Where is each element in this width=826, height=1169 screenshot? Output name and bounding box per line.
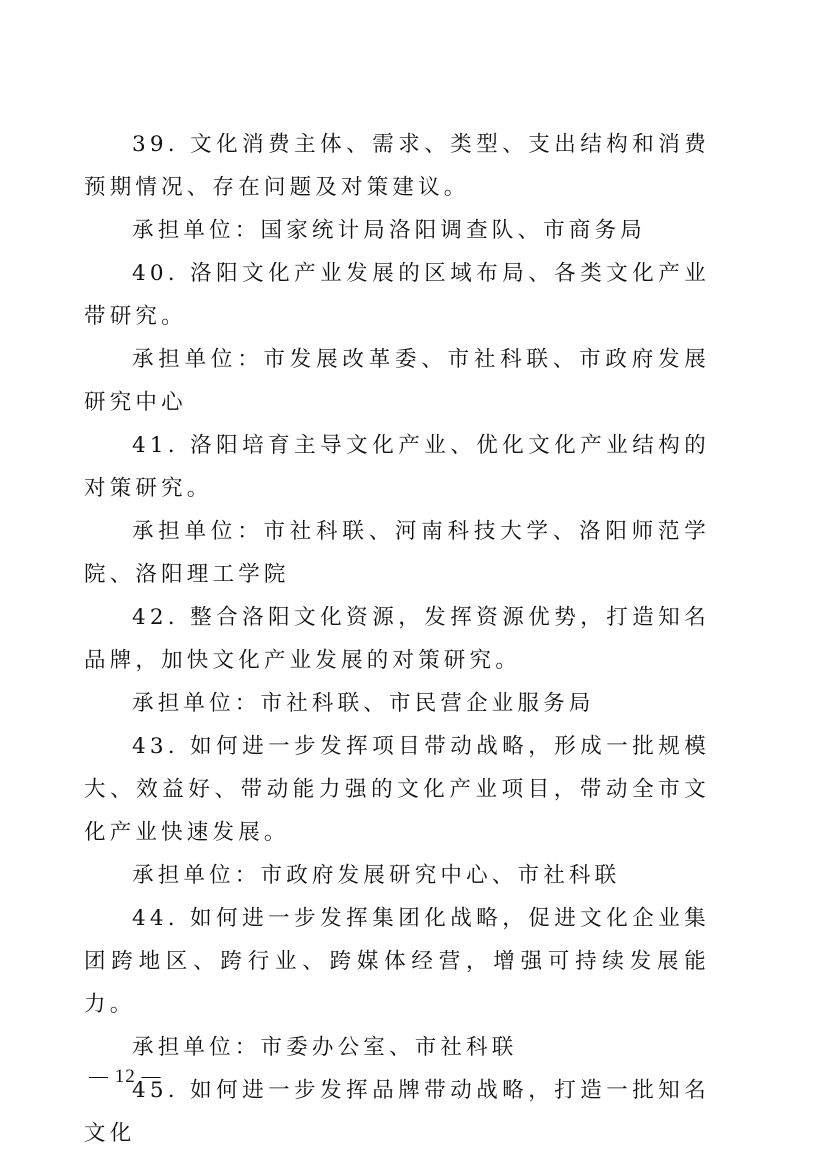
page-number: — 12 — (89, 1066, 162, 1087)
item-44-text: 44. 如何进一步发挥集团化战略，促进文化企业集团跨地区、跨行业、跨媒体经营，增强可持续发展能力。 (84, 906, 710, 1017)
item-39-units: 承担单位：国家统计局洛阳调查队、市商务局 (132, 218, 647, 243)
item-43-text: 43. 如何进一步发挥项目带动战略，形成一批规模大、效益好、带动能力强的文化产业项目，带动全市文化产业快速发展。 (84, 734, 710, 845)
item-40-units: 承担单位：市发展改革委、市社科联、市政府发展研究中心 (84, 347, 710, 415)
item-45-text: 45. 如何进一步发挥品牌带动战略，打造一批知名文化 (84, 1078, 710, 1146)
item-40-text: 40. 洛阳文化产业发展的区域布局、各类文化产业带研究。 (84, 261, 710, 329)
item-44-units: 承担单位：市委办公室、市社科联 (132, 1035, 518, 1060)
item-42-text: 42. 整合洛阳文化资源，发挥资源优势，打造知名品牌，加快文化产业发展的对策研究。 (84, 605, 710, 673)
item-39-text: 39. 文化消费主体、需求、类型、支出结构和消费预期情况、存在问题及对策建议。 (84, 132, 710, 200)
item-41-text: 41. 洛阳培育主导文化产业、优化文化产业结构的对策研究。 (84, 433, 710, 501)
item-43-units: 承担单位：市政府发展研究中心、市社科联 (132, 863, 621, 888)
item-42-units: 承担单位：市社科联、市民营企业服务局 (132, 691, 595, 716)
item-41-units: 承担单位：市社科联、河南科技大学、洛阳师范学院、洛阳理工学院 (84, 519, 710, 587)
document-body (84, 123, 710, 1155)
